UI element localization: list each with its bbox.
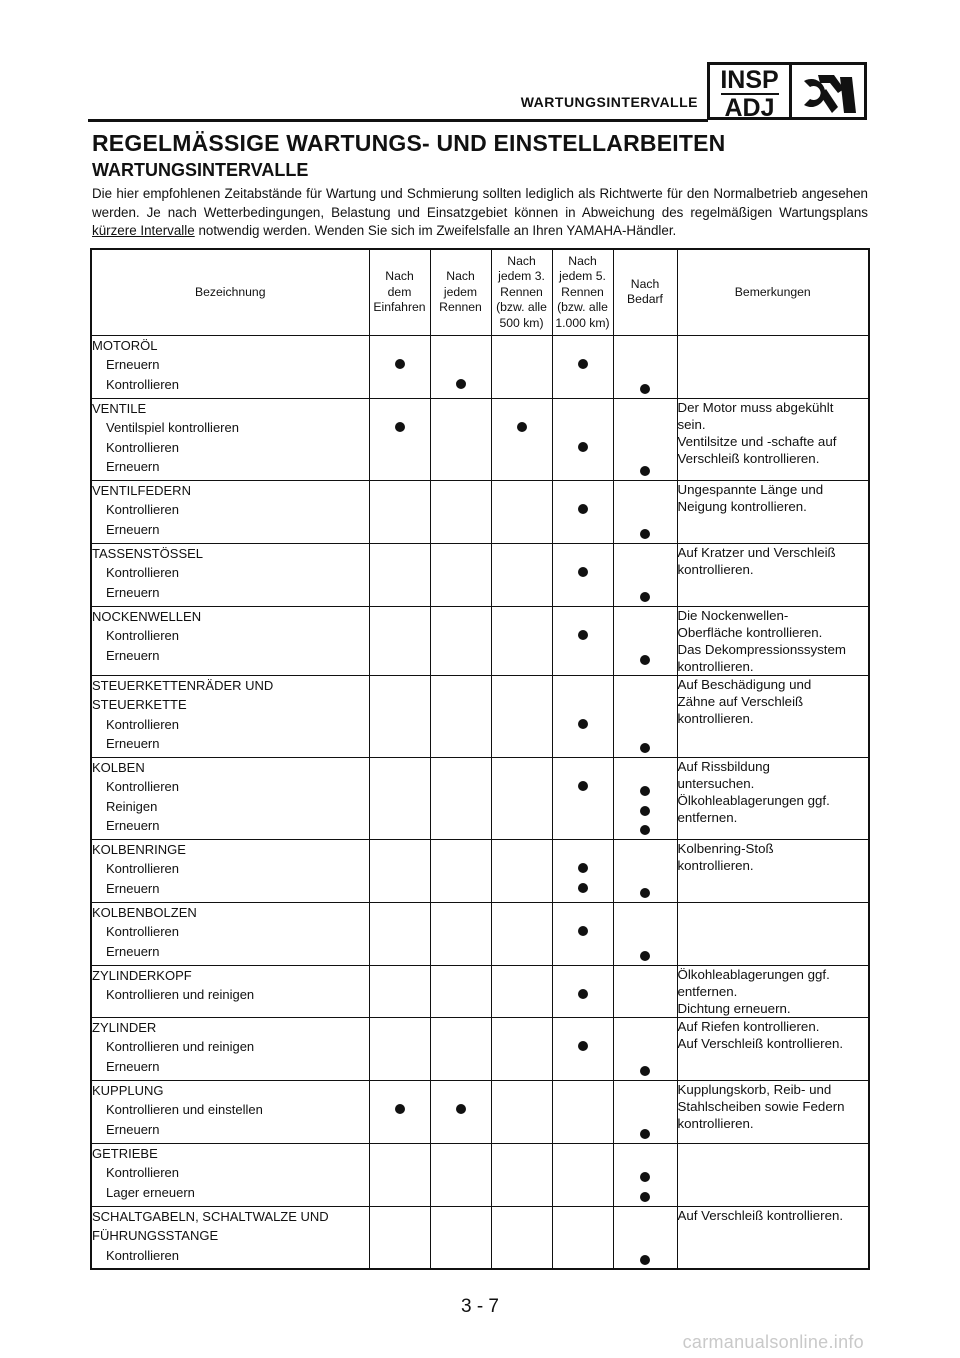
bullet-mark — [578, 863, 588, 873]
interval-cell — [369, 965, 430, 1017]
item-heading: KOLBENRINGE — [92, 841, 186, 857]
item-cell — [91, 757, 369, 839]
bullet-mark — [640, 655, 650, 665]
item-heading: MOTORÖL — [92, 337, 158, 353]
item-task: Erneuern — [106, 943, 160, 959]
bullet-mark — [395, 422, 405, 432]
table-row — [91, 480, 869, 543]
remark-cell — [677, 480, 869, 543]
column-header — [613, 249, 677, 335]
item-task: Kontrollieren und reinigen — [106, 1039, 255, 1054]
table-row — [91, 1143, 869, 1206]
item-task: Kontrollieren — [106, 716, 179, 732]
remark-cell — [677, 902, 869, 965]
item-heading: KOLBENBOLZEN — [92, 904, 197, 920]
item-task: Erneuern — [106, 818, 160, 833]
bullet-mark — [578, 1041, 588, 1051]
table-header-row — [91, 249, 869, 335]
intro-paragraph — [92, 185, 868, 241]
header-rule — [88, 119, 708, 122]
remark-line: entfernen. — [677, 983, 738, 999]
interval-cell — [430, 902, 491, 965]
interval-cell — [552, 902, 613, 965]
item-heading: GETRIEBE — [92, 1145, 158, 1161]
column-header-line: (bzw. alle — [496, 300, 547, 314]
interval-cell — [552, 398, 613, 480]
bullet-mark — [456, 1104, 466, 1114]
column-header — [430, 249, 491, 335]
remark-line: Verschleiß kontrollieren. — [677, 450, 820, 466]
interval-cell — [430, 480, 491, 543]
item-cell — [91, 675, 369, 757]
interval-cell — [552, 480, 613, 543]
remark-line: Ölkohleablagerungen ggf. — [677, 792, 830, 808]
bullet-mark — [640, 1255, 650, 1265]
interval-cell — [552, 757, 613, 839]
column-header-line: Nach — [568, 253, 597, 268]
column-header — [491, 249, 552, 335]
column-header — [552, 249, 613, 335]
bullet-mark — [578, 359, 588, 369]
column-header-line: (bzw. alle — [557, 300, 608, 314]
intro-text-start: Die hier empfohlenen Zeitabstände für Wartung und Schmierung sollten lediglich als Richtwerte für den Normalbetrieb angesehen werden. Je nach Wetterbedingungen, Belastung und Einsatzgebiet können in Abweichung des regelmäßigen Wartungsplans — [92, 186, 868, 220]
remark-line: kontrollieren. — [677, 857, 754, 873]
interval-cell — [613, 543, 677, 606]
interval-cell — [430, 606, 491, 675]
table-row — [91, 398, 869, 480]
interval-cell — [552, 335, 613, 398]
item-task: Kontrollieren und einstellen — [106, 1102, 263, 1117]
item-cell — [91, 480, 369, 543]
column-header-line: 1.000 km) — [555, 315, 610, 330]
interval-cell — [552, 606, 613, 675]
remark-cell — [677, 1017, 869, 1080]
interval-cell — [430, 965, 491, 1017]
table-row — [91, 675, 869, 757]
column-header-line: jedem — [443, 284, 478, 299]
item-cell — [91, 902, 369, 965]
interval-cell — [613, 1080, 677, 1143]
column-header — [677, 249, 869, 335]
remark-line: Auf Riefen kontrollieren. — [677, 1018, 820, 1034]
column-header-line: 500 km) — [499, 315, 544, 330]
item-cell — [91, 606, 369, 675]
page-title: REGELMÄSSIGE WARTUNGS- UND EINSTELLARBEITEN — [92, 130, 726, 156]
remark-line: Auf Kratzer und Verschleiß — [677, 544, 836, 560]
bullet-mark — [456, 379, 466, 389]
item-heading: ZYLINDER — [92, 1019, 157, 1035]
interval-cell — [613, 757, 677, 839]
interval-cell — [369, 480, 430, 543]
remark-cell — [677, 1143, 869, 1206]
badge-insp-label: INSP — [720, 66, 779, 94]
remark-line: Kolbenring-Stoß — [677, 840, 774, 856]
interval-cell — [552, 1017, 613, 1080]
item-task: Kontrollieren — [106, 502, 179, 517]
table-row — [91, 1017, 869, 1080]
insp-adj-badge — [707, 62, 867, 120]
remark-cell — [677, 398, 869, 480]
remark-line: kontrollieren. — [677, 658, 754, 674]
column-header-line: Bedarf — [627, 292, 663, 307]
interval-cell — [430, 1017, 491, 1080]
item-task: Erneuern — [106, 647, 160, 663]
remark-line: kontrollieren. — [677, 710, 754, 726]
item-task: Kontrollieren — [106, 861, 179, 876]
item-task: Kontrollieren und reinigen — [106, 987, 255, 1002]
intro-text-end: notwendig werden. Wenden Sie sich im Zweifelsfalle an Ihren YAMAHA-Händler. — [194, 223, 677, 238]
item-task: Reinigen — [106, 798, 158, 814]
column-header-line: Nach — [385, 269, 414, 283]
table-row — [91, 1206, 869, 1269]
interval-cell — [369, 1017, 430, 1080]
interval-cell — [491, 1143, 552, 1206]
bullet-mark — [640, 888, 650, 898]
item-task: Erneuern — [106, 736, 160, 751]
interval-cell — [552, 1143, 613, 1206]
bullet-mark — [640, 466, 650, 476]
interval-cell — [430, 1143, 491, 1206]
item-task: Kontrollieren — [106, 779, 179, 794]
item-heading: NOCKENWELLEN — [92, 608, 202, 624]
bullet-mark — [395, 1104, 405, 1114]
item-heading: SCHALTGABELN, SCHALTWALZE UND — [92, 1208, 329, 1224]
bullet-mark — [578, 719, 588, 729]
interval-cell — [491, 480, 552, 543]
bullet-mark — [640, 951, 650, 961]
watermark: carmanualsonline.info — [682, 1332, 864, 1352]
bullet-mark — [578, 883, 588, 893]
column-header-line: jedem 5. — [559, 269, 606, 283]
column-header-line: Nach — [630, 276, 660, 291]
page-number: 3 - 7 — [460, 1296, 500, 1317]
interval-cell — [430, 757, 491, 839]
interval-cell — [491, 398, 552, 480]
interval-cell — [613, 1143, 677, 1206]
remark-line: Auf Verschleiß kontrollieren. — [677, 1035, 844, 1051]
interval-cell — [369, 902, 430, 965]
item-task: Kontrollieren — [106, 924, 179, 939]
remark-line: Ungespannte Länge und — [677, 481, 824, 497]
remark-cell — [677, 675, 869, 757]
remark-cell — [677, 839, 869, 902]
interval-cell — [613, 1206, 677, 1269]
item-task: Kontrollieren — [106, 1247, 179, 1263]
interval-cell — [491, 757, 552, 839]
interval-cell — [491, 965, 552, 1017]
bullet-mark — [640, 384, 650, 394]
interval-cell — [613, 839, 677, 902]
interval-cell — [552, 1206, 613, 1269]
item-cell — [91, 543, 369, 606]
interval-cell — [369, 1143, 430, 1206]
item-task: Erneuern — [106, 459, 160, 474]
bullet-mark — [640, 806, 650, 816]
bullet-mark — [578, 989, 588, 999]
item-task: Erneuern — [106, 357, 160, 372]
bullet-mark — [640, 592, 650, 602]
item-cell — [91, 1080, 369, 1143]
remark-line: Die Nockenwellen- — [677, 607, 789, 623]
column-header-line: Rennen — [500, 284, 543, 299]
remark-line: Kupplungskorb, Reib- und — [677, 1081, 832, 1097]
item-cell — [91, 965, 369, 1017]
bullet-mark — [640, 825, 650, 835]
interval-cell — [552, 543, 613, 606]
bullet-mark — [578, 630, 588, 640]
column-header-line: Rennen — [439, 300, 482, 314]
bullet-mark — [640, 1192, 650, 1202]
remark-line: Auf Rissbildung — [677, 758, 770, 774]
interval-cell — [613, 902, 677, 965]
remark-cell — [677, 543, 869, 606]
item-task: Erneuern — [106, 1121, 160, 1137]
item-cell — [91, 839, 369, 902]
bullet-mark — [640, 1129, 650, 1139]
column-header-line: dem — [387, 284, 412, 299]
item-task: Kontrollieren — [106, 1165, 179, 1180]
item-heading: VENTILE — [92, 400, 147, 416]
bullet-mark — [640, 1172, 650, 1182]
remark-line: Neigung kontrollieren. — [677, 498, 807, 514]
interval-cell — [491, 335, 552, 398]
table-row — [91, 839, 869, 902]
item-heading: VENTILFEDERN — [92, 482, 191, 498]
interval-cell — [369, 839, 430, 902]
interval-cell — [430, 675, 491, 757]
item-task: Kontrollieren — [106, 376, 179, 392]
interval-cell — [613, 606, 677, 675]
item-task: Kontrollieren — [106, 439, 179, 455]
interval-cell — [369, 675, 430, 757]
interval-cell — [430, 398, 491, 480]
interval-cell — [369, 1206, 430, 1269]
item-cell — [91, 398, 369, 480]
bullet-mark — [578, 567, 588, 577]
interval-cell — [491, 1080, 552, 1143]
item-task: Kontrollieren — [106, 628, 179, 643]
remark-line: Oberfläche kontrollieren. — [677, 624, 823, 640]
item-heading: STEUERKETTENRÄDER UND — [92, 677, 274, 693]
interval-cell — [430, 335, 491, 398]
table-row — [91, 335, 869, 398]
item-cell — [91, 1017, 369, 1080]
table-row — [91, 902, 869, 965]
remark-cell — [677, 606, 869, 675]
remark-cell — [677, 757, 869, 839]
interval-cell — [369, 398, 430, 480]
interval-cell — [369, 543, 430, 606]
remark-line: untersuchen. — [677, 775, 755, 791]
item-cell — [91, 335, 369, 398]
remark-cell — [677, 965, 869, 1017]
remark-line: Auf Beschädigung und — [677, 676, 812, 692]
interval-cell — [491, 675, 552, 757]
remark-line: Ventilsitze und -schafte auf — [677, 433, 837, 449]
badge-text — [710, 65, 792, 122]
item-task: Erneuern — [106, 584, 160, 600]
remark-line: Auf Verschleiß kontrollieren. — [677, 1207, 844, 1223]
interval-cell — [552, 675, 613, 757]
table-row — [91, 757, 869, 839]
remark-line: Der Motor muss abgekühlt — [677, 399, 834, 415]
column-header — [369, 249, 430, 335]
table-row — [91, 606, 869, 675]
column-header-line: Bezeichnung — [195, 284, 266, 299]
bullet-mark — [640, 743, 650, 753]
interval-cell — [369, 757, 430, 839]
interval-cell — [430, 1206, 491, 1269]
bullet-mark — [578, 442, 588, 452]
bullet-mark — [395, 359, 405, 369]
item-task: Ventilspiel kontrollieren — [106, 420, 239, 435]
remark-line: Stahlscheiben sowie Federn — [677, 1098, 845, 1114]
interval-cell — [491, 902, 552, 965]
item-task: Erneuern — [106, 880, 160, 896]
interval-cell — [491, 1206, 552, 1269]
interval-cell — [552, 839, 613, 902]
interval-cell — [430, 1080, 491, 1143]
bullet-mark — [517, 422, 527, 432]
interval-cell — [369, 606, 430, 675]
column-header-line: Einfahren — [373, 300, 426, 314]
interval-cell — [491, 606, 552, 675]
item-cell — [91, 1206, 369, 1269]
column-header — [91, 249, 369, 335]
column-header-line: Nach — [446, 269, 475, 283]
table-row — [91, 1080, 869, 1143]
item-task: Erneuern — [106, 521, 160, 537]
item-cell — [91, 1143, 369, 1206]
interval-cell — [491, 839, 552, 902]
item-task: Erneuern — [106, 1058, 160, 1074]
bullet-mark — [640, 529, 650, 539]
remark-line: Dichtung erneuern. — [677, 1000, 791, 1016]
remark-cell — [677, 1206, 869, 1269]
interval-cell — [491, 543, 552, 606]
bullet-mark — [578, 781, 588, 791]
badge-adj-label: ADJ — [724, 94, 775, 122]
interval-cell — [552, 1080, 613, 1143]
interval-cell — [613, 675, 677, 757]
item-heading: KOLBEN — [92, 759, 145, 775]
remark-line: sein. — [677, 416, 706, 432]
maintenance-table — [90, 248, 870, 1270]
column-header-line: Bemerkungen — [734, 284, 811, 299]
remark-line: Das Dekompressionssystem — [677, 641, 846, 657]
interval-cell — [491, 1017, 552, 1080]
item-heading: FÜHRUNGSSTANGE — [92, 1228, 219, 1243]
interval-cell — [369, 335, 430, 398]
interval-cell — [613, 965, 677, 1017]
remark-line: Ölkohleablagerungen ggf. — [677, 966, 830, 982]
interval-cell — [613, 1017, 677, 1080]
section-header-title: WARTUNGSINTERVALLE — [520, 94, 698, 110]
section-subtitle: WARTUNGSINTERVALLE — [92, 160, 309, 180]
wrench-icon — [790, 67, 860, 117]
remark-line: kontrollieren. — [677, 561, 754, 577]
interval-cell — [613, 480, 677, 543]
interval-cell — [613, 335, 677, 398]
interval-cell — [552, 965, 613, 1017]
table-row — [91, 965, 869, 1017]
item-heading: TASSENSTÖSSEL — [92, 545, 204, 561]
remark-line: Zähne auf Verschleiß — [677, 693, 804, 709]
item-heading: STEUERKETTE — [92, 697, 187, 712]
item-task: Kontrollieren — [106, 565, 179, 580]
bullet-mark — [640, 786, 650, 796]
column-header-line: Rennen — [561, 284, 604, 299]
item-heading: KUPPLUNG — [92, 1082, 164, 1098]
remark-line: entfernen. — [677, 809, 738, 825]
bullet-mark — [640, 1066, 650, 1076]
bullet-mark — [578, 926, 588, 936]
remark-cell — [677, 1080, 869, 1143]
interval-cell — [430, 543, 491, 606]
bullet-mark — [578, 504, 588, 514]
remark-cell — [677, 335, 869, 398]
item-task: Lager erneuern — [106, 1184, 195, 1200]
table-row — [91, 543, 869, 606]
remark-line: kontrollieren. — [677, 1115, 754, 1131]
interval-cell — [613, 398, 677, 480]
intro-underlined: kürzere Intervalle — [92, 223, 195, 238]
interval-cell — [430, 839, 491, 902]
column-header-line: jedem 3. — [498, 269, 545, 283]
interval-cell — [369, 1080, 430, 1143]
column-header-line: Nach — [507, 253, 536, 268]
item-heading: ZYLINDERKOPF — [92, 967, 192, 983]
